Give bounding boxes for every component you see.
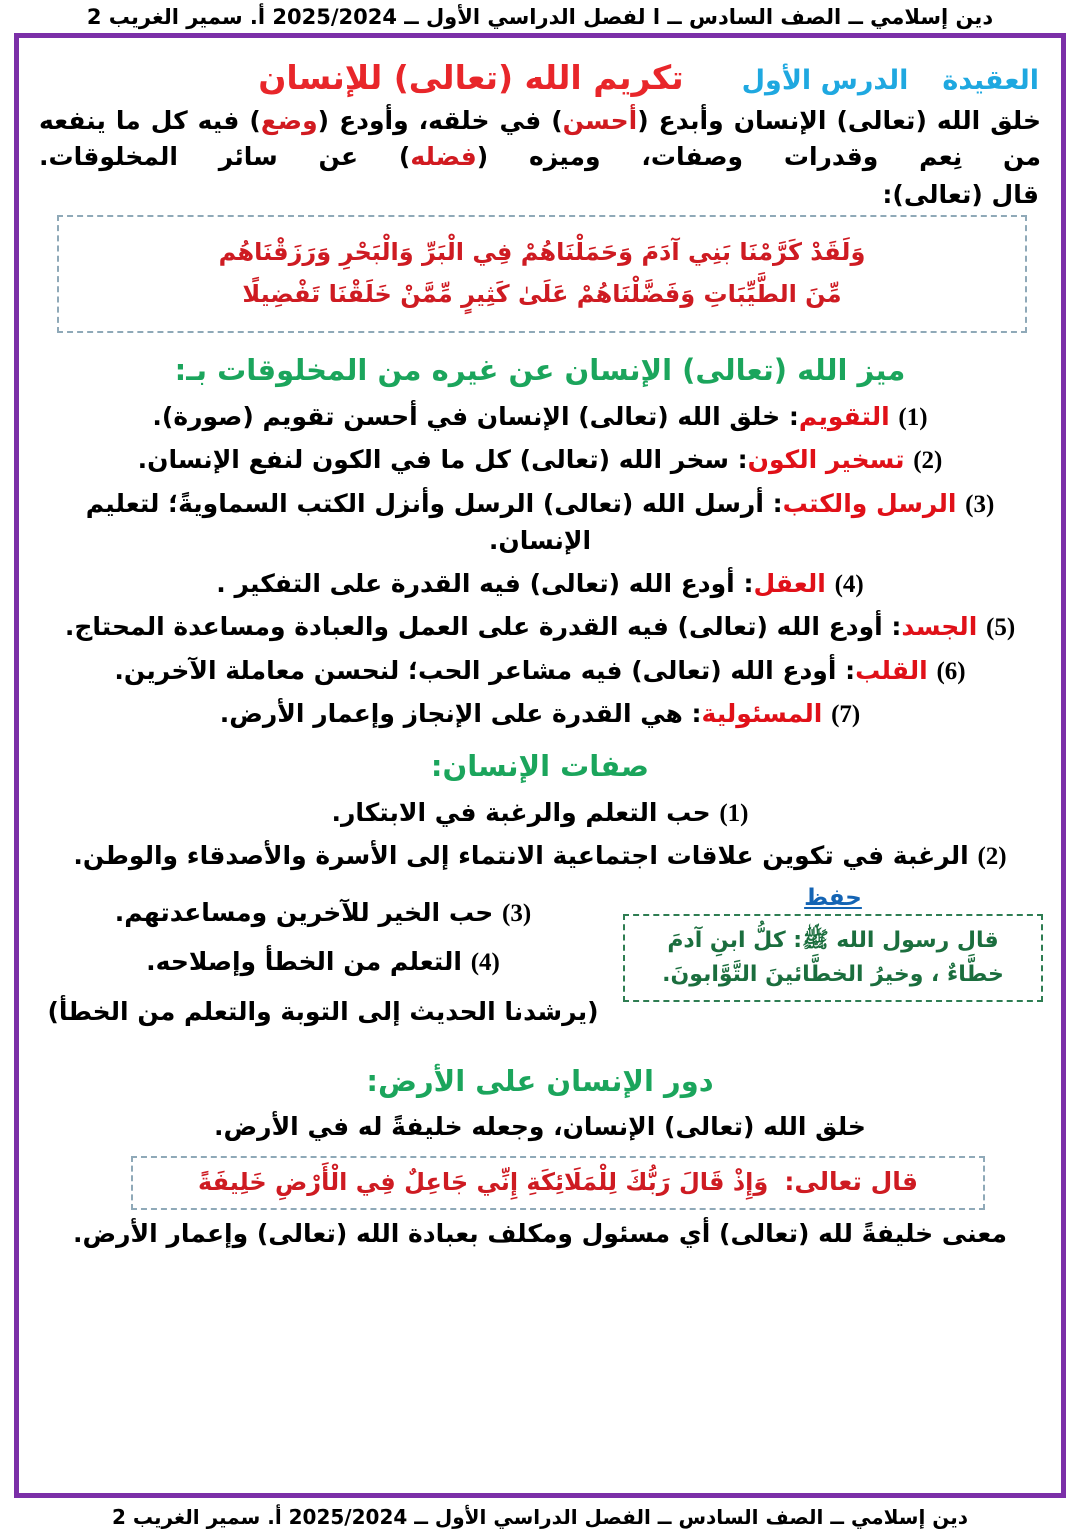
list-item xyxy=(39,396,1041,440)
content-frame xyxy=(14,33,1066,1498)
item-term: الجسد xyxy=(901,612,978,642)
item-term: التقويم xyxy=(798,401,890,431)
quran-verse-line-1: وَلَقَدْ كَرَّمْنَا بَنِي آدَمَ وَحَمَلْنَاهُمْ فِي الْبَرِّ وَالْبَحْرِ وَرَزَقْنَاهُم xyxy=(218,238,866,267)
item-number: (7) xyxy=(831,701,861,729)
item-number: (1) xyxy=(898,403,928,431)
item-text: : أودع الله (تعالى) فيه مشاعر الحب؛ لنحسن معاملة الآخرين. xyxy=(114,655,856,685)
intro-highlight-1: أحسن xyxy=(562,106,638,136)
item-term: تسخير الكون xyxy=(747,445,905,475)
quran-verse-box xyxy=(57,215,1027,333)
item-term: الرسل والكتب xyxy=(782,488,957,518)
item-text: : هي القدرة على الإنجاز وإعمار الأرض. xyxy=(219,699,702,729)
distinctions-list xyxy=(35,396,1045,737)
item-text: : سخر الله (تعالى) كل ما في الكون لنفع الإنسان. xyxy=(137,445,748,475)
quran-verse-box-2 xyxy=(131,1156,985,1210)
human-role-closing: معنى خليفةً لله (تعالى) أي مسئول ومكلف بعبادة الله (تعالى) وإعمار الأرض. xyxy=(73,1218,1007,1248)
intro-text-3: ) فيه كل ما ينفعه من نِعم وقدرات وصفات، وميزه ( xyxy=(39,106,1041,171)
item-number: (4) xyxy=(470,949,500,977)
human-role-body: خلق الله (تعالى) الإنسان، وجعله خليفةً له في الأرض. xyxy=(214,1111,866,1141)
section-heading-distinctions: ميز الله (تعالى) الإنسان عن غيره من المخلوقات بـ: xyxy=(174,353,906,388)
item-number: (3) xyxy=(502,899,532,927)
intro-text-4: ) عن سائر المخلوقات. xyxy=(39,141,411,171)
quran-verse-line-2: مِّنَ الطَّيِّبَاتِ وَفَضَّلْنَاهُمْ عَلَىٰ كَثِيرٍ مِّمَّنْ خَلَقْنَا تَفْضِيلًا xyxy=(242,280,842,309)
quran-verse-2-row xyxy=(143,1166,973,1199)
human-traits-list-continued xyxy=(37,885,623,1037)
item-text: حب التعلم والرغبة في الابتكار. xyxy=(331,797,711,827)
subject-tag: العقيدة xyxy=(942,65,1039,97)
list-item xyxy=(39,650,1041,694)
quran-intro-label: قال (تعالى): xyxy=(882,180,1039,210)
item-text: : خلق الله (تعالى) الإنسان في أحسن تقويم (صورة). xyxy=(152,401,799,431)
hadith-line-1: قال رسول الله ﷺ: كلُّ ابنِ آدمَ xyxy=(667,927,999,953)
hadith-note: (يرشدنا الحديث إلى التوبة والتعلم من الخطأ) xyxy=(47,996,599,1026)
item-term: المسئولية xyxy=(701,699,823,729)
intro-highlight-3: فضله xyxy=(410,141,477,171)
item-text: الرغبة في تكوين علاقات اجتماعية الانتماء إلى الأسرة والأصدقاء والوطن. xyxy=(73,841,969,871)
item-text: حب الخير للآخرين ومساعدتهم. xyxy=(114,897,494,927)
item-number: (2) xyxy=(977,843,1007,871)
item-text: : أودع الله (تعالى) فيه القدرة على التفكير . xyxy=(216,568,754,598)
item-number: (2) xyxy=(913,447,943,475)
intro-highlight-2: وضع xyxy=(260,106,318,136)
item-term: القلب xyxy=(855,655,928,685)
item-number: (4) xyxy=(834,570,864,598)
quran-intro-label-2: قال تعالى: xyxy=(784,1167,919,1197)
page-title: تكريم الله (تعالى) للإنسان xyxy=(258,58,684,98)
intro-paragraph xyxy=(35,101,1045,176)
quran-verse-2-text: وَإِذْ قَالَ رَبُّكَ لِلْمَلَائِكَةِ إِنِّي جَاعِلٌ فِي الْأَرْضِ خَلِيفَةً xyxy=(197,1168,769,1197)
list-item xyxy=(39,792,1041,836)
hadith-column xyxy=(623,885,1043,1002)
section-heading-human-role: دور الإنسان على الأرض: xyxy=(366,1064,714,1099)
item-text: التعلم من الخطأ وإصلاحه. xyxy=(146,947,462,977)
list-item xyxy=(39,606,1041,650)
hadith-box xyxy=(623,914,1043,1002)
intro-text-1: خلق الله (تعالى) الإنسان وأبدع ( xyxy=(637,106,1041,136)
list-item xyxy=(37,889,609,939)
running-footer: دين إسلامي ــ الصف السادس ــ الفصل الدراسي الأول ــ 2025/2024 أ. سمير الغريب 2 xyxy=(111,1505,969,1529)
item-number: (1) xyxy=(719,799,749,827)
list-item xyxy=(39,483,1041,563)
hadith-line-2: خطَّاءٌ ، وخيرُ الخطَّائينَ التَّوَّابونَ. xyxy=(662,961,1004,987)
memorize-block xyxy=(35,885,1045,1037)
running-header: دين إسلامي ــ الصف السادس ــ ا لفصل الدراسي الأول ــ 2025/2024 أ. سمير الغريب 2 xyxy=(86,5,994,29)
lesson-title-row xyxy=(35,48,1045,101)
list-item xyxy=(37,938,609,988)
item-number: (5) xyxy=(985,614,1016,642)
item-text: : أرسل الله (تعالى) الرسل وأنزل الكتب السماويةً؛ لتعليم الإنسان. xyxy=(85,488,783,556)
human-traits-list xyxy=(35,792,1045,879)
intro-text-2: ) في خلقه، وأودع ( xyxy=(317,106,563,136)
item-number: (3) xyxy=(965,490,995,518)
item-number: (6) xyxy=(936,657,966,685)
list-item xyxy=(39,835,1041,879)
item-term: العقل xyxy=(753,568,826,598)
section-heading-human-traits: صفات الإنسان: xyxy=(430,748,650,783)
list-item xyxy=(39,563,1041,607)
item-text: : أودع الله (تعالى) فيه القدرة على العمل والعبادة ومساعدة المحتاج. xyxy=(64,612,902,642)
lesson-number-tag: الدرس الأول xyxy=(741,65,909,97)
memorize-label: حفظ xyxy=(804,884,862,911)
list-item xyxy=(39,693,1041,737)
list-item xyxy=(39,439,1041,483)
